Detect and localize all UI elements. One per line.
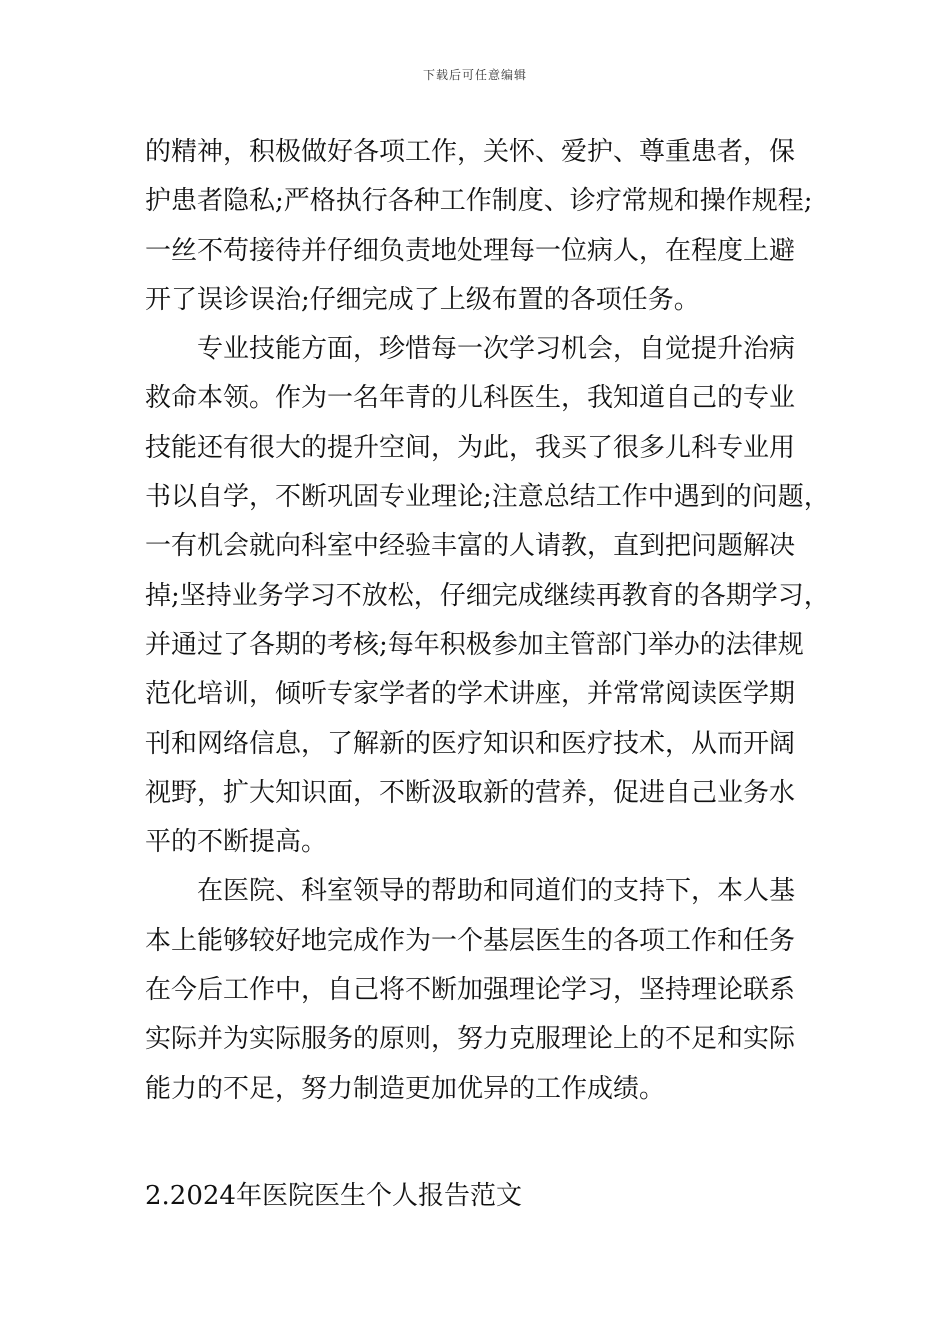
text-line: 技能还有很大的提升空间，为此，我买了很多儿科专业用 bbox=[145, 432, 796, 463]
text-line: 平的不断提高。 bbox=[145, 827, 328, 858]
text-line: 一有机会就向科室中经验丰富的人请教，直到把问题解决 bbox=[145, 531, 796, 562]
text-line: 书以自学，不断巩固专业理论;注意总结工作中遇到的问题， bbox=[145, 482, 830, 513]
text-line: 在今后工作中，自己将不断加强理论学习，坚持理论联系 bbox=[145, 975, 796, 1006]
paragraph-2 bbox=[145, 325, 830, 867]
text-line: 专业技能方面，珍惜每一次学习机会，自觉提升治病 bbox=[197, 334, 796, 365]
text-line: 范化培训，倾听专家学者的学术讲座，并常常阅读医学期 bbox=[145, 679, 796, 710]
text-line: 开了误诊误治;仔细完成了上级布置的各项任务。 bbox=[145, 284, 700, 315]
text-line: 在医院、科室领导的帮助和同道们的支持下，本人基 bbox=[197, 876, 796, 907]
text-line: 视野，扩大知识面，不断汲取新的营养，促进自己业务水 bbox=[145, 777, 796, 808]
text-line: 能力的不足，努力制造更加优异的工作成绩。 bbox=[145, 1073, 666, 1104]
paragraph-1 bbox=[145, 128, 820, 325]
body-text bbox=[145, 128, 830, 1114]
header-note: 下载后可任意编辑 bbox=[422, 68, 527, 82]
text-line: 一丝不苟接待并仔细负责地处理每一位病人，在程度上避 bbox=[145, 235, 796, 266]
text-line: 本上能够较好地完成作为一个基层医生的各项工作和任务 bbox=[145, 925, 796, 956]
paragraph-3 bbox=[145, 867, 820, 1113]
text-line: 实际并为实际服务的原则，努力克服理论上的不足和实际 bbox=[145, 1024, 796, 1055]
text-line: 并通过了各期的考核;每年积极参加主管部门举办的法律规 bbox=[145, 629, 804, 660]
text-line: 护患者隐私;严格执行各种工作制度、诊疗常规和操作规程; bbox=[145, 186, 813, 217]
section-heading: 2.2024年医院医生个人报告范文 bbox=[145, 1181, 522, 1211]
text-line: 救命本领。作为一名年青的儿科医生，我知道自己的专业 bbox=[145, 383, 796, 414]
text-line: 刊和网络信息，了解新的医疗知识和医疗技术，从而开阔 bbox=[145, 728, 796, 759]
text-line: 掉;坚持业务学习不放松，仔细完成继续再教育的各期学习， bbox=[145, 580, 830, 611]
text-line: 的精神，积极做好各项工作，关怀、爱护、尊重患者，保 bbox=[145, 137, 796, 167]
